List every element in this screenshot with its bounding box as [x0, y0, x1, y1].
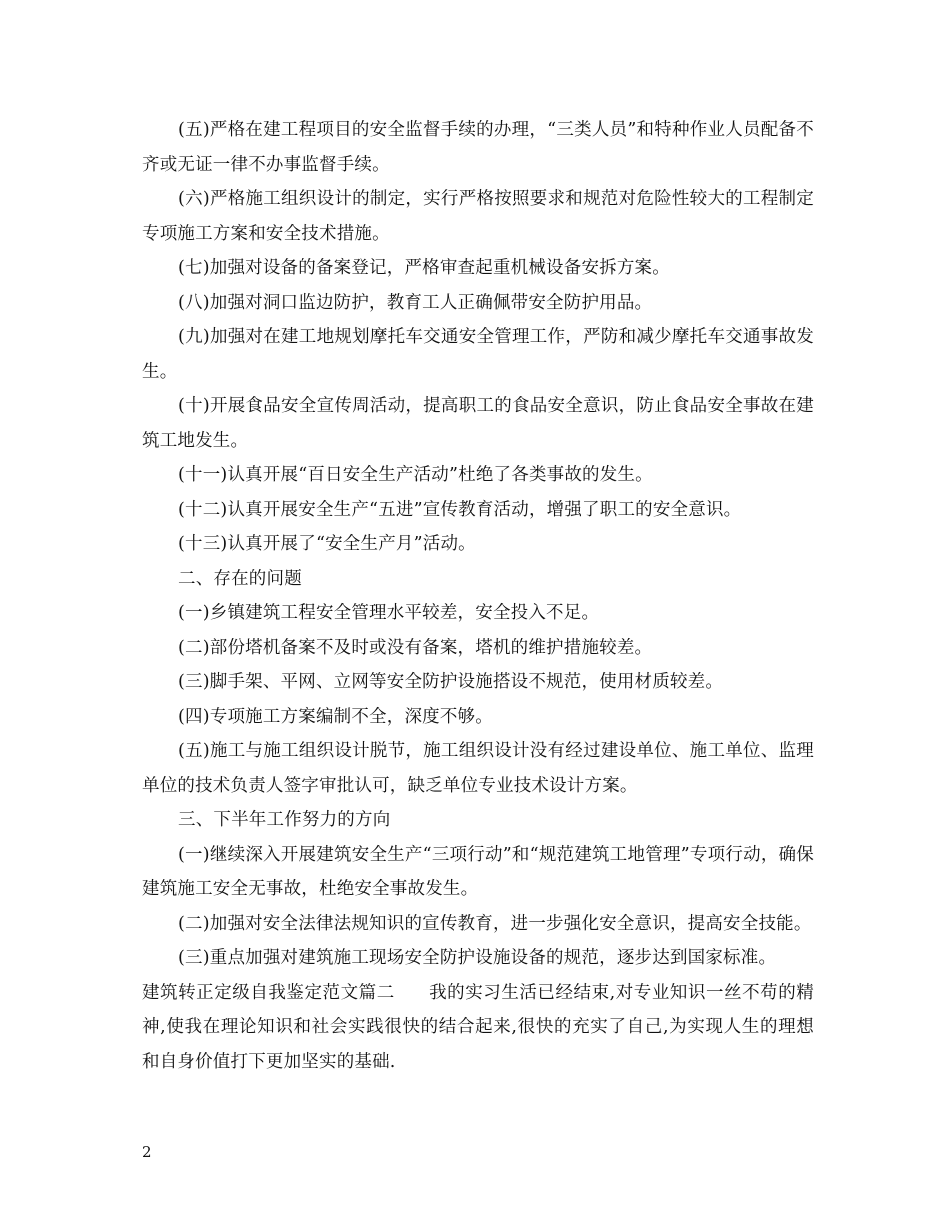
paragraph-1: (五)严格在建工程项目的安全监督手续的办理，“三类人员”和特种作业人员配备不齐或无证一律不办事监督手续。 [142, 120, 814, 175]
paragraph-13: (三)脚手架、平网、立网等安全防护设施搭设不规范，使用材质较差。 [178, 672, 724, 692]
paragraph-17: (一)继续深入开展建筑安全生产“三项行动”和“规范建筑工地管理”专项行动，确保建筑施工安全无事故，杜绝安全事故发生。 [142, 844, 814, 899]
next-section-text: 我的实习生活已经结束,对专业知识一丝不苟的精神,使我在理论知识和社会实践很快的结合起来,很快的充实了自己,为实现人生的理想和自身价值打下更加坚实的基础. [142, 982, 814, 1072]
paragraph-5: (九)加强对在建工地规划摩托车交通安全管理工作，严防和减少摩托车交通事故发生。 [142, 327, 814, 382]
paragraph-3: (七)加强对设备的备案登记，严格审查起重机械设备安拆方案。 [178, 258, 670, 278]
paragraph-9: (十三)认真开展了“安全生产月”活动。 [178, 534, 476, 554]
paragraph-4: (八)加强对洞口监边防护，教育工人正确佩带安全防护用品。 [178, 292, 653, 313]
paragraph-6: (十)开展食品安全宣传周活动，提高职工的食品安全意识，防止食品安全事故在建筑工地发生。 [142, 396, 814, 451]
section-heading-direction: 三、下半年工作努力的方向 [178, 810, 391, 830]
paragraph-8: (十二)认真开展安全生产“五进”宣传教育活动，增强了职工的安全意识。 [178, 499, 742, 520]
document-body [142, 113, 814, 1079]
next-section-heading: 建筑转正定级自我鉴定范文篇二 [142, 982, 395, 1003]
paragraph-14: (四)专项施工方案编制不全，深度不够。 [178, 706, 493, 727]
paragraph-12: (二)部份塔机备案不及时或没有备案，塔机的维护措施较差。 [178, 637, 653, 658]
paragraph-7: (十一)认真开展“百日安全生产活动”杜绝了各类事故的发生。 [178, 465, 653, 485]
paragraph-11: (一)乡镇建筑工程安全管理水平较差，安全投入不足。 [178, 603, 600, 623]
paragraph-2: (六)严格施工组织设计的制定，实行严格按照要求和规范对危险性较大的工程制定专项施工方案和安全技术措施。 [142, 189, 814, 244]
paragraph-15: (五)施工与施工组织设计脱节，施工组织设计没有经过建设单位、施工单位、监理单位的技术负责人签字审批认可，缺乏单位专业技术设计方案。 [142, 741, 814, 796]
paragraph-19: (三)重点加强对建筑施工现场安全防护设施设备的规范，逐步达到国家标准。 [178, 948, 777, 968]
section-heading-problems: 二、存在的问题 [178, 568, 302, 589]
paragraph-18: (二)加强对安全法律法规知识的宣传教育，进一步强化安全意识，提高安全技能。 [178, 913, 812, 934]
next-section-paragraph [142, 976, 814, 1080]
page-number: 2 [142, 1143, 152, 1161]
